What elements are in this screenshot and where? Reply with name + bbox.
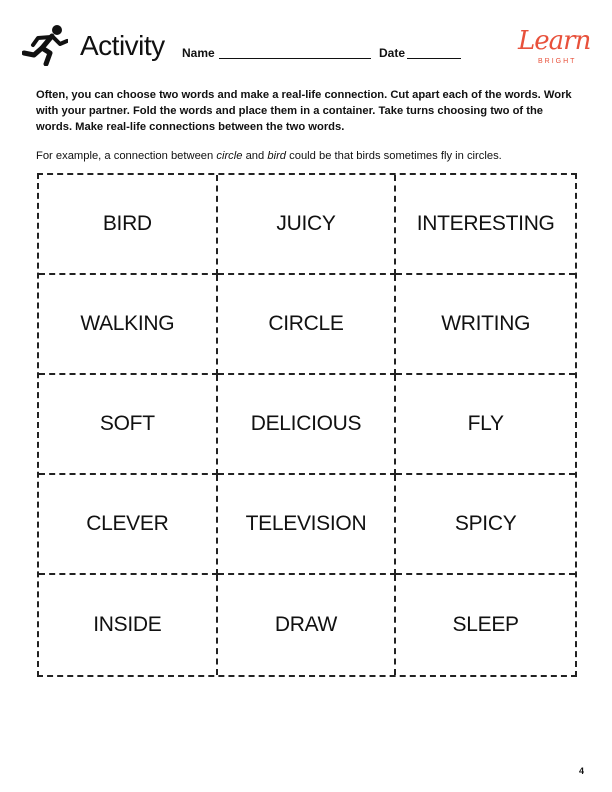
word-card: SOFT	[39, 375, 218, 475]
word-card: CIRCLE	[218, 275, 397, 375]
word-card: CLEVER	[39, 475, 218, 575]
name-label: Name	[182, 46, 215, 60]
page-number: 4	[579, 766, 585, 776]
logo-subtext: BRIGHT	[538, 58, 577, 65]
example-prefix: For example, a connection between	[36, 150, 217, 162]
word-card: WALKING	[39, 275, 218, 375]
example-word-1: circle	[216, 150, 243, 162]
word-card: SPICY	[396, 475, 575, 575]
example-suffix: could be that birds sometimes fly in circles.	[286, 150, 502, 162]
running-person-icon	[22, 24, 68, 66]
example-text	[36, 149, 581, 163]
word-card: INSIDE	[39, 575, 218, 675]
logo-text: Learn	[518, 26, 591, 56]
date-field[interactable]	[407, 58, 461, 59]
word-card: WRITING	[396, 275, 575, 375]
page-header	[22, 22, 592, 72]
word-card: FLY	[396, 375, 575, 475]
word-card-grid	[37, 173, 577, 677]
name-field[interactable]	[219, 58, 371, 59]
word-card: JUICY	[218, 175, 397, 275]
word-card: INTERESTING	[396, 175, 575, 275]
word-card: DELICIOUS	[218, 375, 397, 475]
word-card: SLEEP	[452, 613, 519, 636]
page-title: Activity	[80, 30, 165, 61]
word-card: DRAW	[218, 575, 397, 675]
example-word-2: bird	[267, 150, 287, 162]
date-label: Date	[379, 46, 406, 60]
instructions-text: Often, you can choose two words and make a real-life connection. Cut apart each of the words. Work with your partner. Fold the words and place them in a container. Take turns choosing two of the words. Make real-life connections between the two words.	[36, 89, 572, 133]
example-middle: and	[242, 150, 268, 162]
learn-bright-logo	[516, 26, 592, 70]
word-card: BIRD	[39, 175, 218, 275]
word-card: TELEVISION	[218, 475, 397, 575]
